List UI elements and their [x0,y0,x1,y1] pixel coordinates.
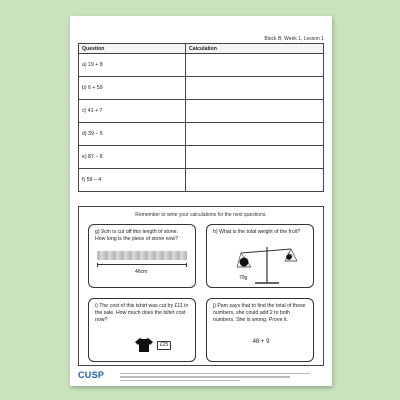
question-cell: b) 6 + 59 [79,77,186,100]
calculation-cell[interactable] [186,77,324,100]
table-row [79,169,324,192]
question-g-box [88,224,196,288]
stone-image [97,251,187,260]
table-header-row [79,44,324,54]
table-row [79,77,324,100]
measure-label: 46cm [135,269,148,275]
question-cell: e) 87 − 8 [79,146,186,169]
tshirt-icon [135,337,153,353]
instruction-text: Remember to write your calculations for the next questions. [135,212,267,218]
question-column-header: Question [79,44,186,54]
footer-small-print [120,373,320,383]
calculation-cell[interactable] [186,146,324,169]
question-cell: a) 19 + 8 [79,54,186,77]
question-i-text: i) The cost of this tshirt was cut by £11 in the sale. How much does the tshirt cost now? [95,303,189,323]
question-cell: f) 59 − 4 [79,169,186,192]
cusp-logo: CUSP [78,370,105,380]
weight-right-label: 7g [287,253,293,259]
question-i-box [88,298,196,362]
price-tag: £25 [157,341,171,350]
worksheet-page [70,16,332,386]
question-cell: d) 39 − 6 [79,123,186,146]
table-row [79,146,324,169]
question-h-box [206,224,314,288]
table-row [79,100,324,123]
expression: 48 + 9 [252,339,270,345]
question-g-text: g) 9cm is cut off this length of stone. How long is the piece of stone now? [95,229,179,242]
question-h-text: h) What is the total weight of the fruit? [213,229,301,235]
calculation-cell[interactable] [186,54,324,77]
calculation-cell[interactable] [186,100,324,123]
weight-left-label: 79g [239,275,248,281]
calculation-table [78,43,324,192]
calculation-column-header: Calculation [186,44,324,54]
question-cell: c) 41 + 7 [79,100,186,123]
table-row [79,123,324,146]
question-j-text: j) Pam says that to find the total of these numbers, she could add 2 to both numbers. She is wrong. Prove it. [213,303,306,323]
calculation-cell[interactable] [186,123,324,146]
table-row [79,54,324,77]
question-j-box [206,298,314,362]
lesson-header: Block B, Week 1, Lesson 1 [264,36,324,42]
measure-line [97,264,187,265]
calculation-cell[interactable] [186,169,324,192]
